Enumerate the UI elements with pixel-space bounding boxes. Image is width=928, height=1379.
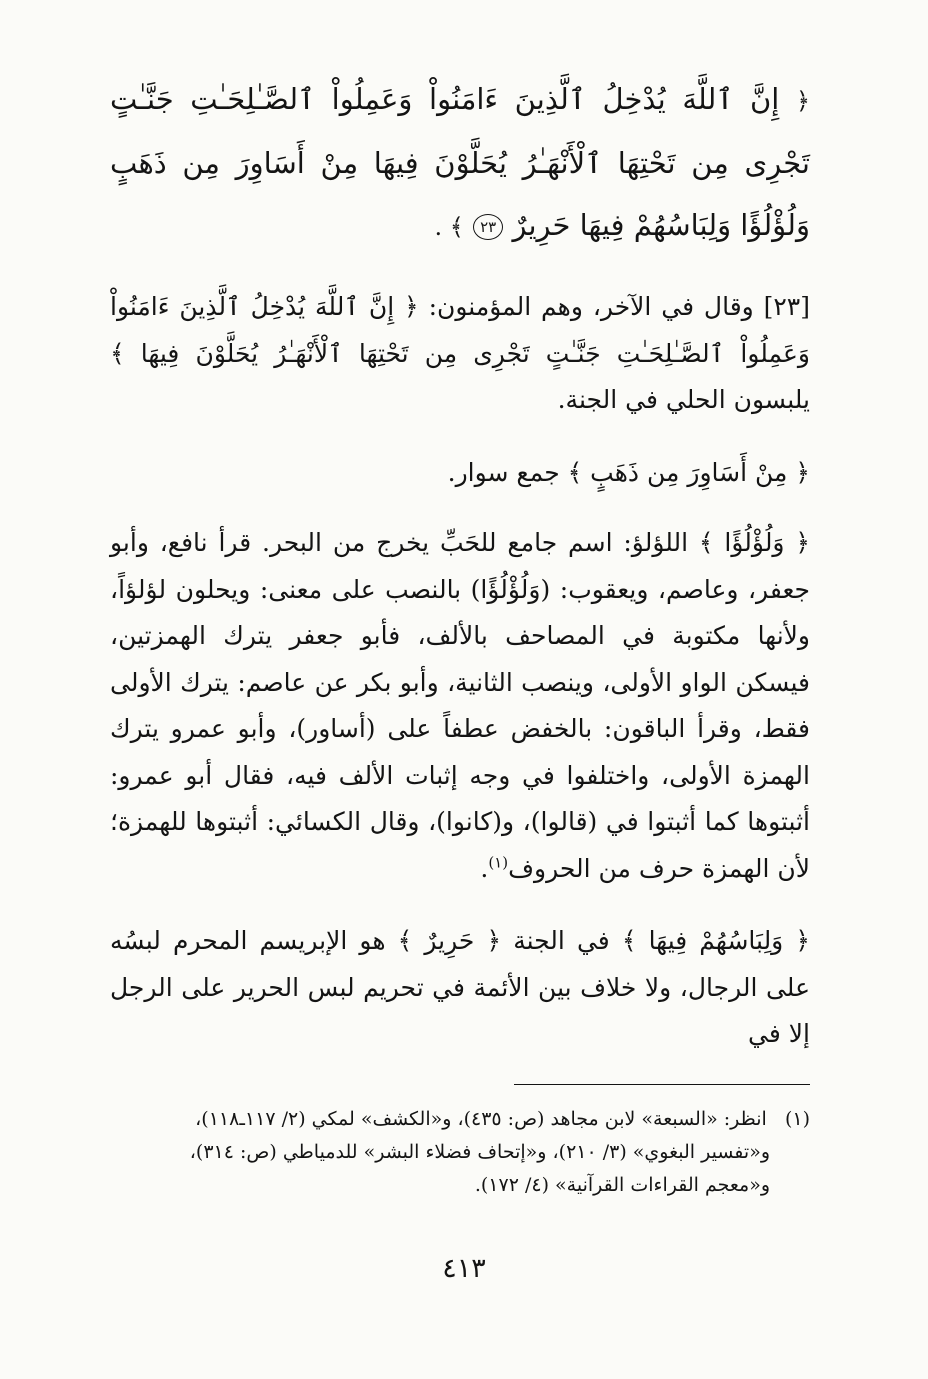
footnote-line-2: و«تفسير البغوي» (٣/ ٢١٠)، و«إتحاف فضلاء البشر» للدمياطي (ص: ٣١٤)، [189,1140,770,1163]
footnote-text-1: انظر: «السبعة» لابن مجاهد (ص: ٤٣٥)، و«الكشف» لمكي (٢/ ١١٧ـ١١٨)، [195,1107,767,1130]
verse-open-bracket: ﴿ [795,87,810,115]
footnote [110,1103,810,1202]
paragraph-lulu-text: ﴿ وَلُؤْلُؤًا ﴾ اللؤلؤ: اسم جامع للحَبِّ يخرج من البحر. قرأ نافع، وأبو جعفر، وعاصم، ويعقوب: (وَلُؤْلُؤًا) بالنصب على معنى: ويحلون لؤلؤاً، ولأنها مكتوبة في المصاحف بالألف، فأبو جعفر يترك الهمزتين، فيسكن الواو الأولى، وينصب الثانية، وأبو بكر عن عاصم: يترك الأولى فقط، وقرأ الباقون: بالخفض عطفاً على (أساور)، وأبو عمرو يترك الهمزة الأولى، واختلفوا في وجه إثبات الألف فيه، فقال أبو عمرو: أثبتوها كما أثبتوا في (قالوا)، و(كانوا)، وقال الكسائي: أثبتوها للهمزة؛ لأن الهمزة حرف من الحروف [110,528,810,883]
paragraph-asawir: ﴿ مِنْ أَسَاوِرَ مِن ذَهَبٍ ﴾ جمع سوار. [447,457,810,487]
verse-close-bracket: ﴾ . [434,213,464,241]
footnote-line-1 [110,1103,810,1136]
verse-text: إِنَّ ٱللَّهَ يُدْخِلُ ٱلَّذِينَ ءَامَنُواْ وَعَمِلُواْ ٱلصَّـٰلِحَـٰتِ جَنَّـٰتٍ تَجْرِى مِن تَحْتِهَا ٱلْأَنْهَـٰرُ يُحَلَّوْنَ فِيهَا مِنْ أَسَاوِرَ مِن ذَهَبٍ وَلُؤْلُؤًا وَلِبَاسُهُمْ فِيهَا حَرِيرٌ [110,82,810,242]
paragraph-lulu-end: . [480,853,489,883]
quran-verse-block [110,68,810,258]
ayah-number-badge: ٢٣ [473,214,503,240]
footnote-divider [514,1084,810,1085]
paragraph-libas: ﴿ وَلِبَاسُهُمْ فِيهَا ﴾ في الجنة ﴿ حَرِيرٌ ﴾ هو الإبريسم المحرم لبسُه على الرجال، ولا خلاف بين الأئمة في تحريم لبس الحرير على الرجل إلا في [110,926,810,1048]
footnote-line-3: و«معجم القراءات القرآنية» (٤/ ١٧٢). [474,1173,770,1196]
paragraph-lulu [110,520,810,892]
paragraph-verse-23: [٢٣] وقال في الآخر، وهم المؤمنون: ﴿ إِنَّ ٱللَّهَ يُدْخِلُ ٱلَّذِينَ ءَامَنُواْ وَعَمِلُواْ ٱلصَّـٰلِحَـٰتِ جَنَّـٰتٍ تَجْرِى مِن تَحْتِهَا ٱلْأَنْهَـٰرُ يُحَلَّوْنَ فِيهَا ﴾ يلبسون الحلي في الجنة. [110,292,810,414]
footnote-number: (١) [784,1107,810,1130]
footnote-reference: (١) [488,853,509,872]
page-number: ٤١٣ [442,1253,486,1284]
